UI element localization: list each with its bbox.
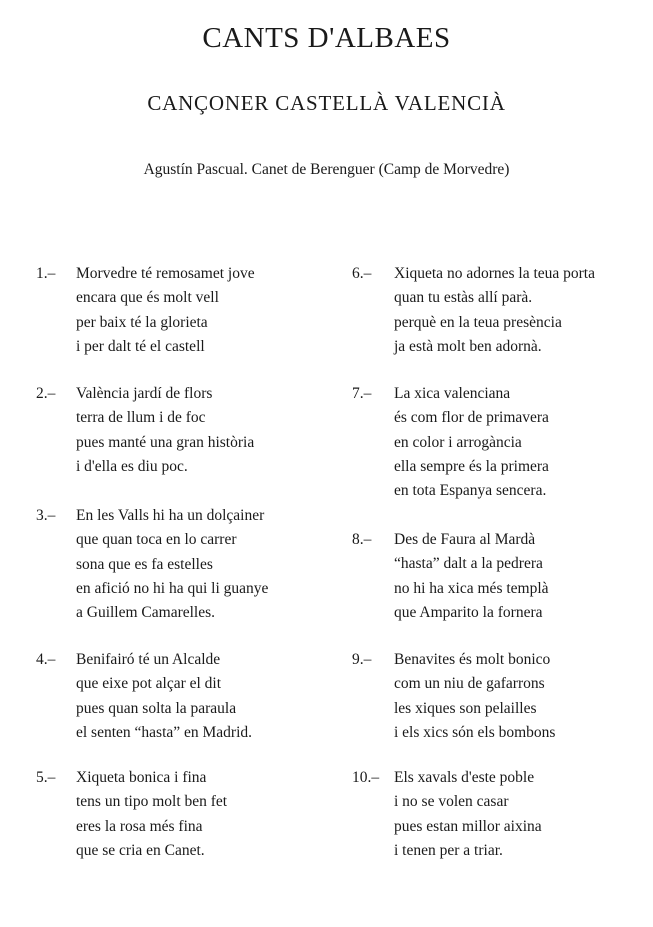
song-stanza	[36, 262, 255, 359]
song-stanza	[36, 648, 252, 745]
stanza-lines	[394, 382, 549, 503]
verse-line: que eixe pot alçar el dit	[76, 675, 222, 693]
verse-line: Des de Faura al Mardà	[394, 531, 536, 548]
verse-line: eres la rosa més fina	[76, 817, 203, 835]
verse-line: Xiqueta no adornes la teua porta	[394, 265, 595, 282]
page-title: CANTS D'ALBAES	[202, 22, 451, 54]
verse-line: i tenen per a triar.	[394, 841, 503, 859]
stanza-number: 4.–	[36, 651, 56, 668]
verse-line: “hasta” dalt a la pedrera	[394, 555, 543, 573]
verse-line: en tota Espanya sencera.	[394, 482, 547, 500]
song-stanza	[36, 382, 254, 479]
verse-line: sona que es fa estelles	[76, 555, 213, 573]
verse-line: quan tu estàs allí parà.	[394, 289, 533, 307]
song-stanza	[36, 766, 227, 863]
verse-line: les xiques son pelailles	[394, 699, 537, 717]
verse-line: i no se volen casar	[394, 793, 509, 811]
stanza-number: 3.–	[36, 507, 56, 524]
verse-line: Morvedre té remosamet jove	[76, 265, 255, 282]
verse-line: que Amparito la fornera	[394, 603, 543, 621]
stanza-number: 8.–	[352, 531, 372, 548]
song-stanza	[352, 766, 542, 863]
verse-line: perquè en la teua presència	[394, 313, 562, 331]
verse-line: Benavites és molt bonico	[394, 651, 551, 668]
stanza-number: 1.–	[36, 265, 56, 282]
verse-line: en afició no hi ha qui li guanye	[76, 579, 269, 597]
verse-line: La xica valenciana	[394, 385, 511, 402]
verse-line: pues quan solta la paraula	[76, 699, 237, 717]
verse-line: i d'ella es diu poc.	[76, 457, 188, 475]
verse-line: com un niu de gafarrons	[394, 675, 545, 693]
stanza-lines	[76, 504, 268, 625]
stanza-number: 2.–	[36, 385, 56, 402]
verse-line: terra de llum i de foc	[76, 409, 206, 427]
verse-line: En les Valls hi ha un dolçainer	[76, 507, 265, 524]
verse-line: i per dalt té el castell	[76, 337, 205, 355]
author-line: Agustín Pascual. Canet de Berenguer (Camp de Morvedre)	[143, 161, 510, 178]
verse-line: el senten “hasta” en Madrid.	[76, 723, 253, 741]
verse-line: que se cria en Canet.	[76, 841, 205, 859]
verse-line: per baix té la glorieta	[76, 313, 208, 331]
song-stanza	[352, 262, 595, 359]
verse-line: és com flor de primavera	[394, 409, 549, 427]
song-stanza	[352, 648, 555, 745]
stanza-lines	[76, 648, 252, 745]
song-stanza	[352, 382, 549, 503]
stanza-number: 5.–	[36, 769, 56, 786]
stanza-lines	[394, 262, 595, 359]
page-subtitle: CANÇONER CASTELLÀ VALENCIÀ	[147, 91, 506, 115]
verse-line: València jardí de flors	[76, 385, 213, 402]
verse-line: en color i arrogància	[394, 433, 522, 451]
verse-line: Benifairó té un Alcalde	[76, 651, 221, 668]
verse-line: ella sempre és la primera	[394, 457, 549, 475]
song-stanza	[36, 504, 268, 625]
stanza-number: 7.–	[352, 385, 372, 402]
verse-line: no hi ha xica més templà	[394, 579, 549, 597]
stanza-lines	[394, 528, 549, 625]
stanza-number: 9.–	[352, 651, 372, 668]
verse-line: ja està molt ben adornà.	[394, 337, 542, 355]
verse-line: i els xics són els bombons	[394, 723, 556, 741]
stanza-lines	[76, 766, 227, 863]
song-stanza	[352, 528, 549, 625]
verse-line: Xiqueta bonica i fina	[76, 769, 207, 786]
stanza-lines	[394, 648, 555, 745]
verse-line: pues estan millor aixina	[394, 817, 542, 835]
verse-line: tens un tipo molt ben fet	[76, 793, 228, 811]
stanza-lines	[76, 382, 254, 479]
verse-line: encara que és molt vell	[76, 289, 219, 307]
verse-line: pues manté una gran història	[76, 433, 255, 451]
verse-line: que quan toca en lo carrer	[76, 531, 237, 549]
verse-line: Els xavals d'este poble	[394, 769, 535, 786]
verse-line: a Guillem Camarelles.	[76, 604, 216, 622]
stanza-number: 6.–	[352, 265, 372, 282]
stanza-lines	[394, 766, 542, 863]
stanza-number: 10.–	[352, 769, 380, 786]
stanza-lines	[76, 262, 255, 359]
